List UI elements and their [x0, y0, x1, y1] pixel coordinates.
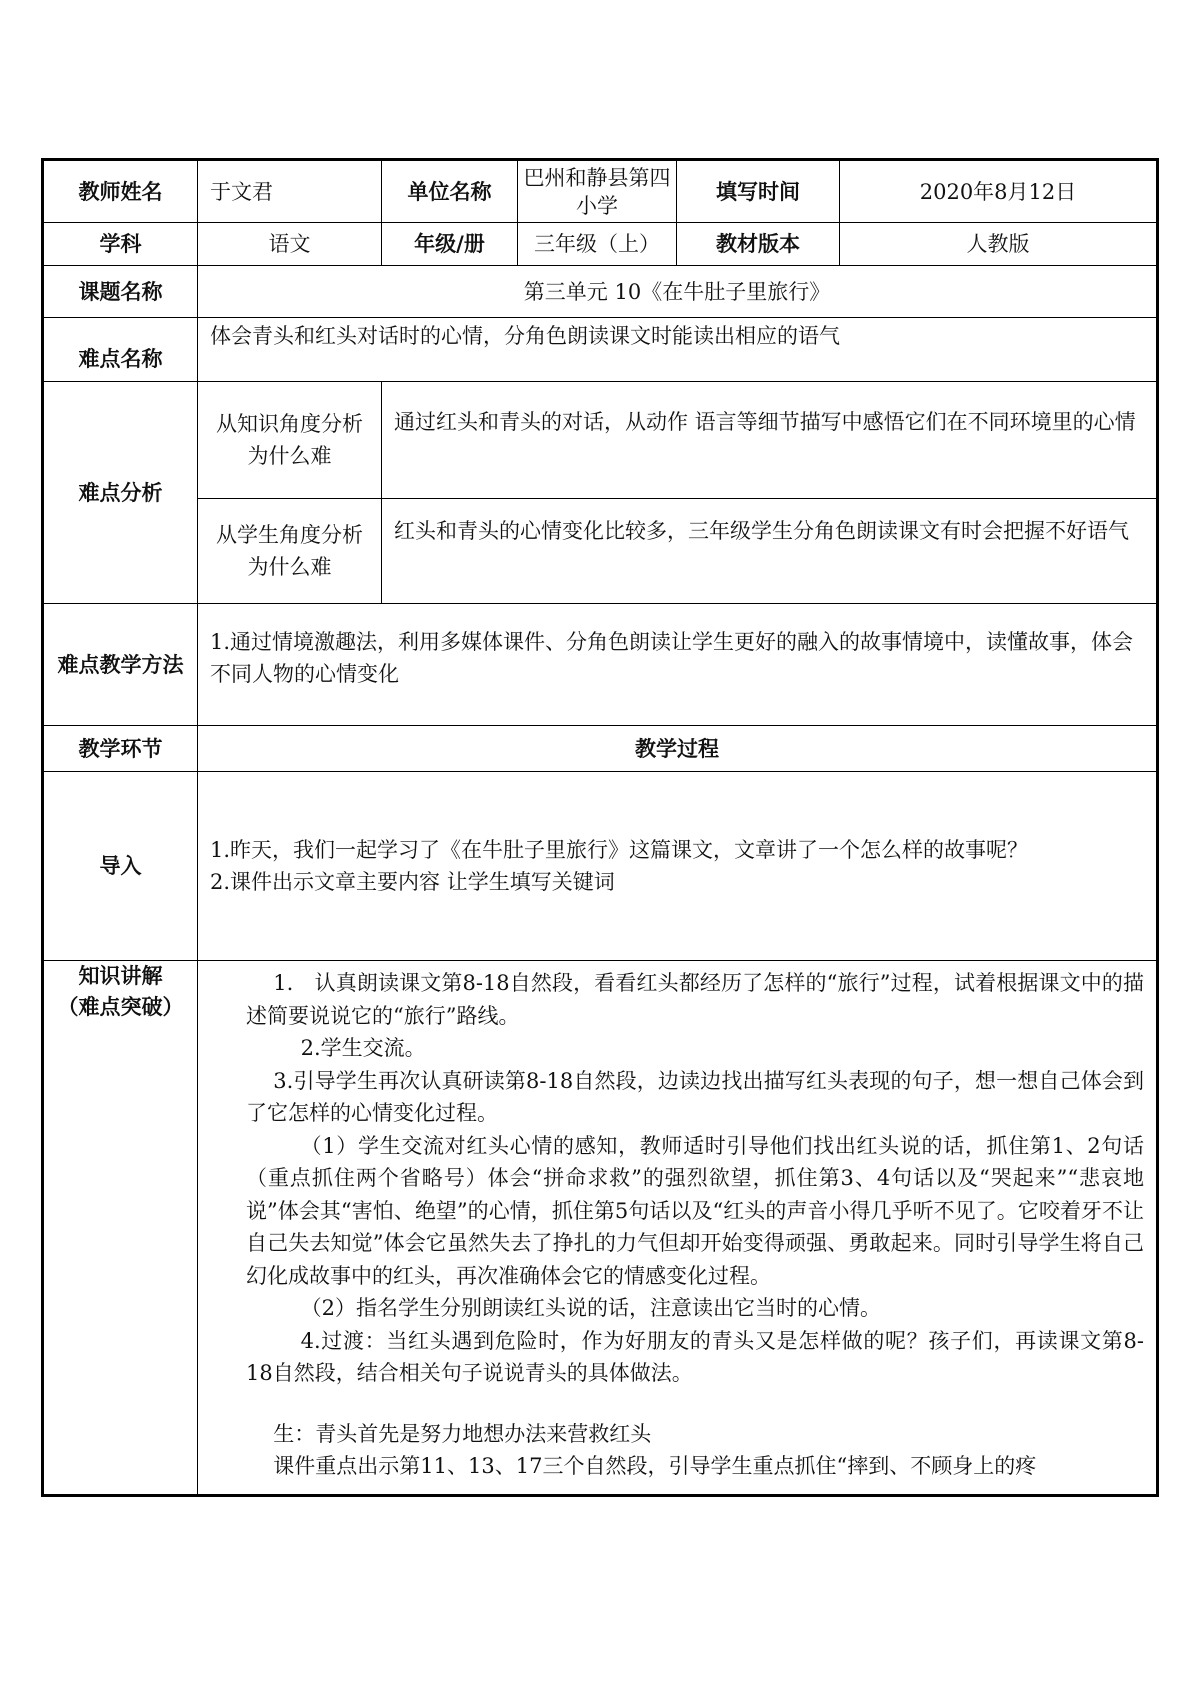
knowledge-angle-label: 从知识角度分析为什么难: [198, 382, 382, 499]
student-angle-value: 红头和青头的心情变化比较多，三年级学生分角色朗读课文有时会把握不好语气: [382, 499, 1158, 604]
knowledge-label: [43, 961, 198, 1496]
subject-value: 语文: [198, 223, 382, 266]
teacher-name-value: 于文君: [198, 160, 382, 223]
process-header-row: [43, 726, 1158, 772]
knowledge-paragraph-2: 2.学生交流。: [300, 1036, 426, 1060]
analysis-row-student: [43, 499, 1158, 604]
method-value: 1.通过情境激趣法，利用多媒体课件、分角色朗读让学生更好的融入的故事情境中，读懂故事，体会不同人物的心情变化: [198, 604, 1158, 726]
knowledge-angle-value: 通过红头和青头的对话，从动作 语言等细节描写中感悟它们在不同环境里的心情: [382, 382, 1158, 499]
process-header: 教学过程: [198, 726, 1158, 772]
intro-content: [198, 772, 1158, 961]
lesson-plan-table: [41, 158, 1159, 1497]
grade-value: 三年级（上）: [518, 223, 677, 266]
knowledge-row: [43, 961, 1158, 1496]
knowledge-paragraph-1: 1. 认真朗读课文第8-18自然段，看看红头都经历了怎样的“旅行”过程，试着根据课文中的描述简要说说它的“旅行”路线。: [246, 971, 1144, 1028]
difficulty-value: 体会青头和红头对话时的心情，分角色朗读课文时能读出相应的语气: [198, 318, 1158, 382]
edition-label: 教材版本: [677, 223, 840, 266]
method-row: [43, 604, 1158, 726]
unit-name-label: 单位名称: [382, 160, 518, 223]
knowledge-paragraph-8: 课件重点出示第11、13、17三个自然段，引导学生重点抓住“摔到、不顾身上的疼: [273, 1454, 1037, 1478]
intro-line-2: 2.课件出示文章主要内容 让学生填写关键词: [210, 870, 615, 894]
topic-label: 课题名称: [43, 266, 198, 318]
stage-header: 教学环节: [43, 726, 198, 772]
teacher-name-label: 教师姓名: [43, 160, 198, 223]
method-label: 难点教学方法: [43, 604, 198, 726]
fill-date-value: 2020年8月12日: [840, 160, 1158, 223]
unit-name-value: 巴州和静县第四小学: [518, 160, 677, 223]
knowledge-paragraph-7: 生：青头首先是努力地想办法来营救红头: [273, 1421, 652, 1446]
knowledge-paragraph-5: （2）指名学生分别朗读红头说的话，注意读出它当时的心情。: [300, 1296, 881, 1320]
analysis-row-knowledge: [43, 382, 1158, 499]
topic-value: 第三单元 10《在牛肚子里旅行》: [198, 266, 1158, 318]
knowledge-paragraph-6: 4.过渡：当红头遇到危险时，作为好朋友的青头又是怎样做的呢？孩子们，再读课文第8-18自然段，结合相关句子说说青头的具体做法。: [246, 1328, 1144, 1385]
intro-line-1: 1.昨天，我们一起学习了《在牛肚子里旅行》这篇课文，文章讲了一个怎么样的故事呢？: [210, 838, 1029, 862]
intro-label: 导入: [43, 772, 198, 961]
knowledge-label-line-1: 知识讲解: [78, 964, 163, 988]
intro-row: [43, 772, 1158, 961]
header-row: [43, 160, 1158, 223]
subject-row: [43, 223, 1158, 266]
knowledge-content: [198, 961, 1158, 1496]
grade-label: 年级/册: [382, 223, 518, 266]
blank-line: [246, 1390, 1144, 1418]
difficulty-row: [43, 318, 1158, 382]
student-angle-label: 从学生角度分析为什么难: [198, 499, 382, 604]
subject-label: 学科: [43, 223, 198, 266]
difficulty-label: 难点名称: [43, 318, 198, 382]
edition-value: 人教版: [840, 223, 1158, 266]
fill-date-label: 填写时间: [677, 160, 840, 223]
analysis-label: 难点分析: [43, 382, 198, 604]
knowledge-paragraph-4: （1）学生交流对红头心情的感知，教师适时引导他们找出红头说的话，抓住第1、2句话（重点抓住两个省略号）体会“拼命求救”的强烈欲望，抓住第3、4句话以及“哭起来”“悲哀地说”体会其“害怕、绝望”的心情，抓住第5句话以及“红头的声音小得几乎听不见了。它咬着牙不让自己失去知觉”体会它虽然失去了挣扎的力气但却开始变得顽强、勇敢起来。同时引导学生将自己幻化成故事中的红头，再次准确体会它的情感变化过程。: [246, 1133, 1144, 1288]
topic-row: [43, 266, 1158, 318]
knowledge-label-line-2: （难点突破）: [57, 995, 184, 1019]
knowledge-paragraph-3: 3.引导学生再次认真研读第8-18自然段，边读边找出描写红头表现的句子，想一想自己体会到了它怎样的心情变化过程。: [246, 1068, 1144, 1125]
